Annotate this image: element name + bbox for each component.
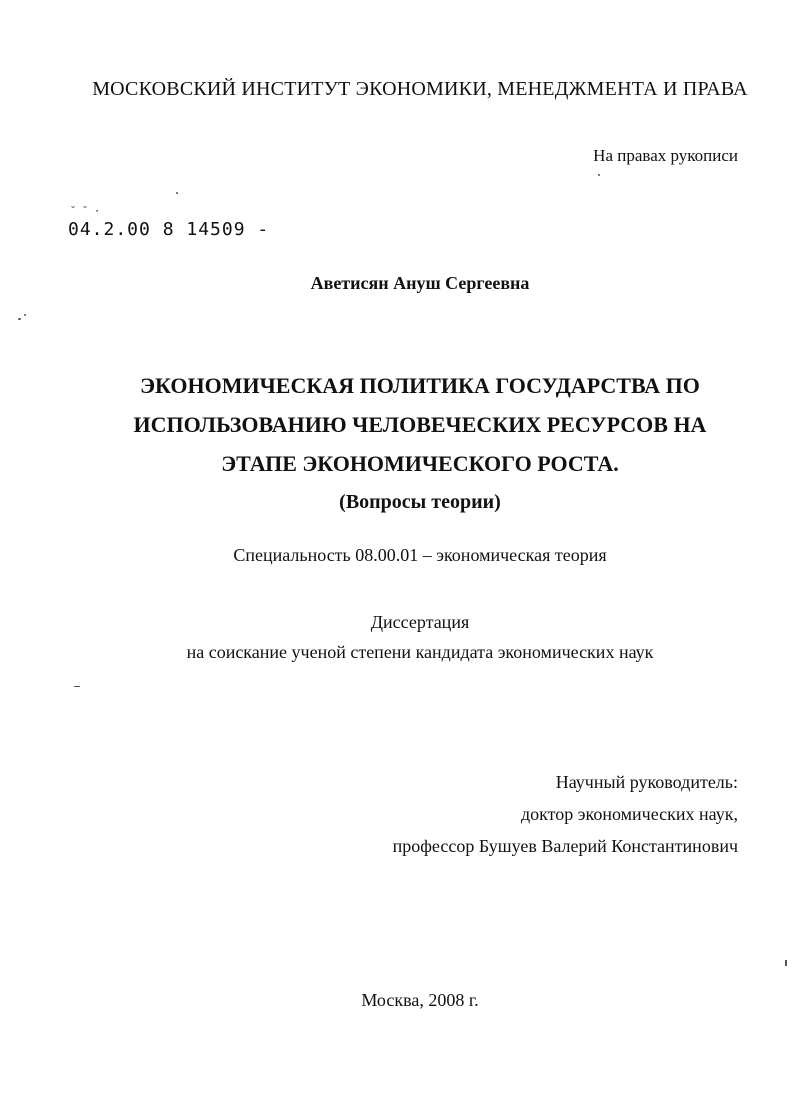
title-line-1: ЭКОНОМИЧЕСКАЯ ПОЛИТИКА ГОСУДАРСТВА ПО: [140, 373, 700, 398]
title-subtitle: (Вопросы теории): [339, 491, 501, 513]
city-year: Москва, 2008 г.: [361, 990, 479, 1010]
specialty: Специальность 08.00.01 – экономическая теория: [233, 545, 607, 565]
scan-speck: [785, 960, 787, 966]
scan-speck: [598, 174, 600, 176]
title-line-3: ЭТАПЕ ЭКОНОМИЧЕСКОГО РОСТА.: [221, 451, 619, 476]
scan-speck: [176, 192, 178, 194]
manuscript-rights: На правах рукописи: [593, 146, 738, 165]
library-code-stamp: [68, 206, 270, 240]
advisor-block: [393, 766, 738, 862]
author-name: Аветисян Ануш Сергеевна: [310, 273, 530, 293]
dissertation-purpose: на соискание ученой степени кандидата экономических наук: [186, 642, 654, 662]
institute-name: МОСКОВСКИЙ ИНСТИТУТ ЭКОНОМИКИ, МЕНЕДЖМЕНТА И ПРАВА: [92, 78, 748, 100]
scan-speck: [24, 314, 26, 316]
stamp-mark-icon: ˘ ˘ ·: [70, 206, 101, 217]
dissertation-purpose-block: [0, 607, 796, 667]
title-line-2: ИСПОЛЬЗОВАНИЮ ЧЕЛОВЕЧЕСКИХ РЕСУРСОВ НА: [133, 412, 707, 437]
scan-speck: [18, 318, 21, 320]
dissertation-title: [0, 366, 796, 522]
scan-speck: [74, 686, 80, 687]
advisor-degree: доктор экономических наук,: [521, 804, 738, 824]
advisor-name: профессор Бушуев Валерий Константинович: [392, 836, 738, 856]
dissertation-label: Диссертация: [370, 612, 470, 632]
advisor-label: Научный руководитель:: [555, 772, 738, 792]
library-code: 04.2.00 8 14509 -: [68, 219, 270, 240]
